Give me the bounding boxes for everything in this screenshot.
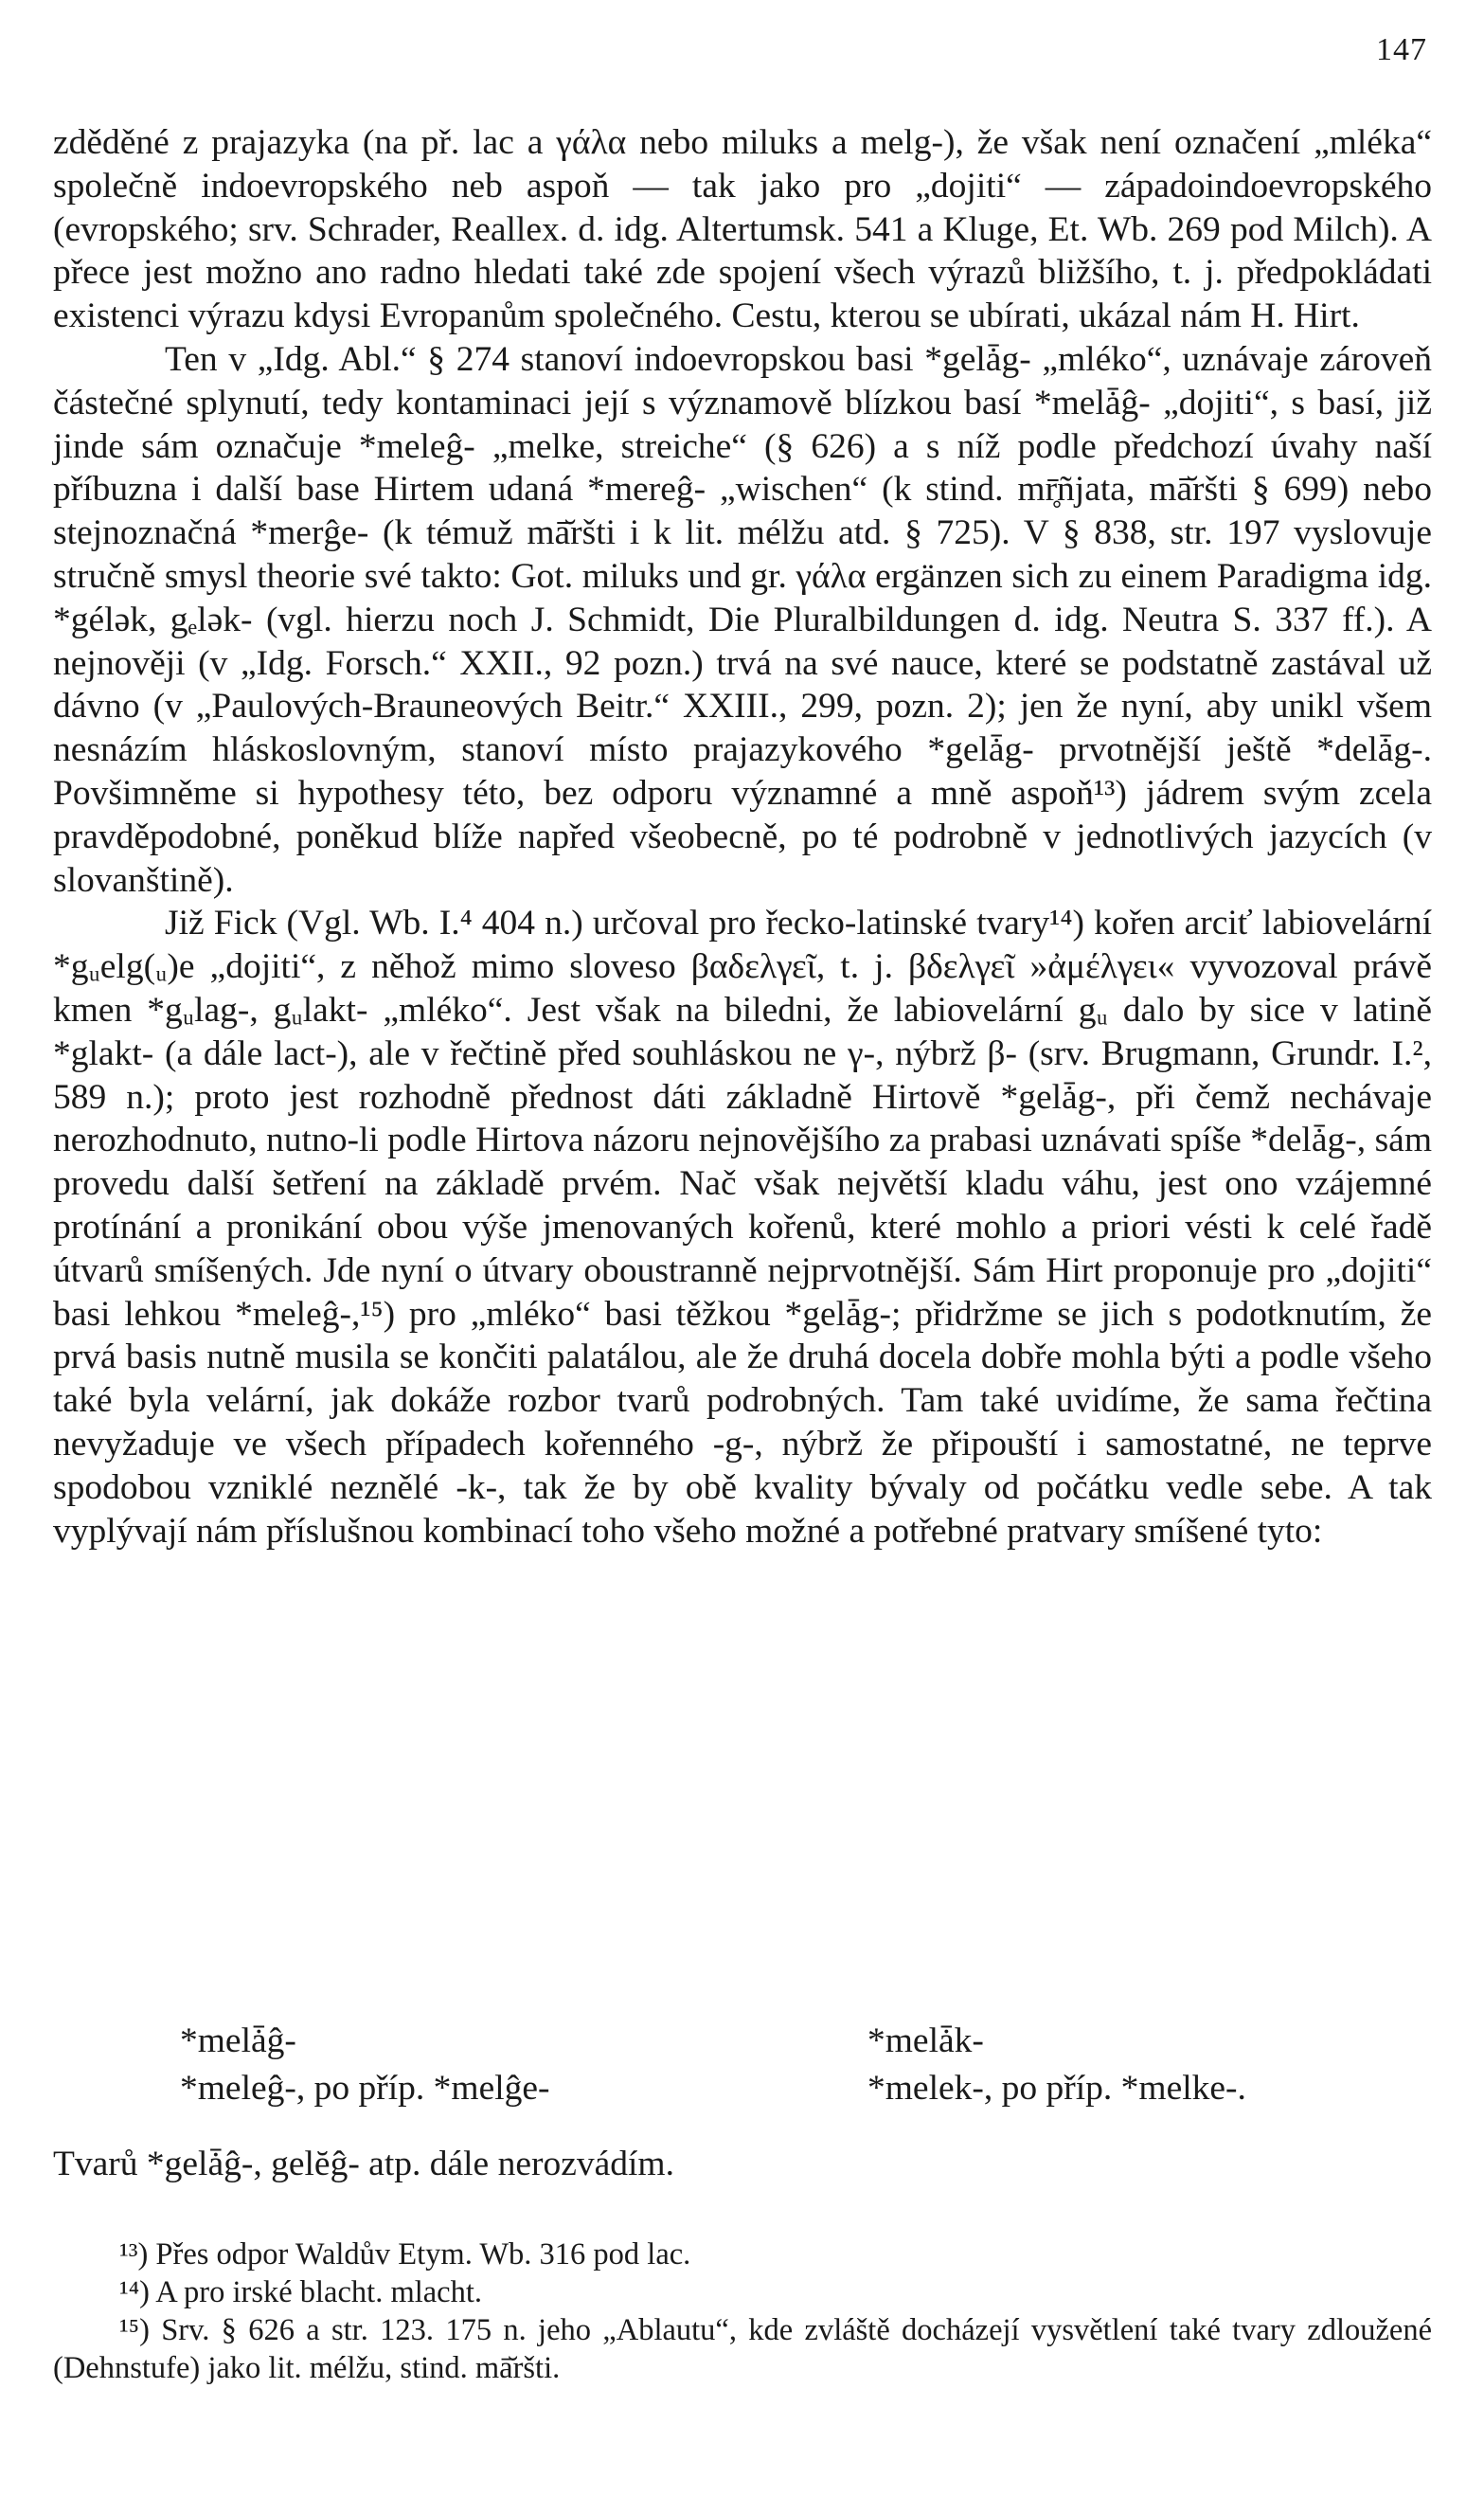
form-left: *meleĝ-, po příp. *melĝe-	[180, 2069, 550, 2108]
form-right: *melek-, po příp. *melke-.	[867, 2069, 1246, 2108]
reconstructed-forms	[53, 2018, 1432, 2112]
body-text	[53, 121, 1432, 1553]
footnote-14: ¹⁴) A pro irské blacht. mlacht.	[119, 2275, 483, 2309]
footnote-13: ¹³) Přes odpor Waldův Etym. Wb. 316 pod lac.	[119, 2237, 691, 2272]
footnotes	[53, 2236, 1432, 2387]
form-left: *melǡĝ-	[180, 2021, 296, 2060]
form-right: *melǡk-	[867, 2021, 984, 2060]
page-number: 147	[1376, 32, 1427, 67]
closing-line: Tvarů *gelǡĝ-, gelĕĝ- atp. dále nerozvádím.	[53, 2145, 674, 2183]
forms-row	[53, 2065, 1432, 2112]
paragraph-3: Již Fick (Vgl. Wb. I.⁴ 404 n.) určoval pro řecko-latinské tvary¹⁴) kořen arciť labiovelární *gᵤelg(ᵤ)e „dojiti“, z něhož mimo sloveso βαδελγεῖ, t. j. βδελγεῖ »ἀμέλγει« vyvozoval právě kmen *gᵤlag-, gᵤlakt- „mléko“. Jest však na biledni, že labiovelární gᵤ dalo by sice v latině *glakt- (a dále lact-), ale v řečtině před souhláskou ne γ-, nýbrž β- (srv. Brugmann, Grundr. I.², 589 n.); proto jest rozhodně přednost dáti základně Hirtově *gelǡg-, při čemž nechávaje nerozhodnuto, nutno-li podle Hirtova názoru nejnovějšího za prabasi uznávati spíše *delǡg-, sám provedu další šetření na základě prvém. Nač však největší kladu váhu, jest ono vzájemné protínání a pronikání obou výše jmenovaných kořenů, které mohlo a priori vésti k celé řadě útvarů smíšených. Jde nyní o útvary oboustranně nejprvotnější. Sám Hirt proponuje pro „dojiti“ basi lehkou *meleĝ-,¹⁵) pro „mléko“ basi těžkou *gelǡg-; přidržme se jich s podotknutím, že prvá basis nutně musila se končiti palatálou, ale že druhá docela dobře mohla býti a podle všeho také byla velární, jak dokáže rozbor tvarů podrobných. Tam také uvidíme, že sama řečtina nevyžaduje ve všech případech kořenného -g-, nýbrž že připouští i samostatné, ne teprve spodobou vzniklé neznělé -k-, tak že by obě kvality bývaly od počátku vedle sebe. A tak vyplývají nám příslušnou kombinací toho všeho možné a potřebné pratvary smíšené tyto:	[53, 904, 1432, 1551]
paragraph-2: Ten v „Idg. Abl.“ § 274 stanoví indoevropskou basi *gelǡg- „mléko“, uznávaje zároveň částečné splynutí, tedy kontaminaci její s významově blízkou basí *melǡĝ- „dojiti“, s basí, již jinde sám označuje *meleĝ- „melke, streiche“ (§ 626) a s níž podle předchozí úvahy naší příbuzna i další base Hirtem udaná *mereĝ- „wischen“ (k stind. mr̥̄ñjata, mā̆ršti § 699) nebo stejnoznačná *merĝe- (k témuž mā̆ršti i k lit. mélžu atd. § 725). V § 838, str. 197 vyslovuje stručně smysl theorie své takto: Got. miluks und gr. γάλα ergänzen sich zu einem Paradigma idg. *gélək, gₑlək- (vgl. hierzu noch J. Schmidt, Die Pluralbildungen d. idg. Neutra S. 337 ff.). A nejnověji (v „Idg. Forsch.“ XXII., 92 pozn.) trvá na své nauce, které se podstatně zastával už dávno (v „Paulových-Brauneových Beitr.“ XXIII., 299, pozn. 2); jen že nyní, aby unikl všem nesnázím hláskoslovným, stanoví místo prajazykového *gelǡg- prvotnější ještě *delǡg-. Povšimněme si hypothesy této, bez odporu významné a mně aspoň¹³) jádrem svým zcela pravděpodobné, poněkud blíže napřed všeobecně, po té podrobně v jednotlivých jazycích (v slovanštině).	[53, 339, 1432, 900]
footnote-15: ¹⁵) Srv. § 626 a str. 123. 175 n. jeho „Ablautu“, kde zvláště docházejí vysvětlení také tvary zdloužené (Dehnstufe) jako lit. mélžu, stind. mā̆ršti.	[53, 2313, 1432, 2385]
forms-row	[53, 2018, 1432, 2065]
paragraph-1: zděděné z prajazyka (na př. lac a γάλα nebo miluks a melg-), že však není označení „mléka“ společně indoevropského neb aspoň — tak jako pro „dojiti“ — západoindoevropského (evropského; srv. Schrader, Reallex. d. idg. Altertumsk. 541 a Kluge, Et. Wb. 269 pod Milch). A přece jest možno ano radno hledati také zde spojení všech výrazů bližšího, t. j. předpokládati existenci výrazu kdysi Evropanům společného. Cestu, kterou se ubírati, ukázal nám H. Hirt.	[53, 123, 1432, 336]
